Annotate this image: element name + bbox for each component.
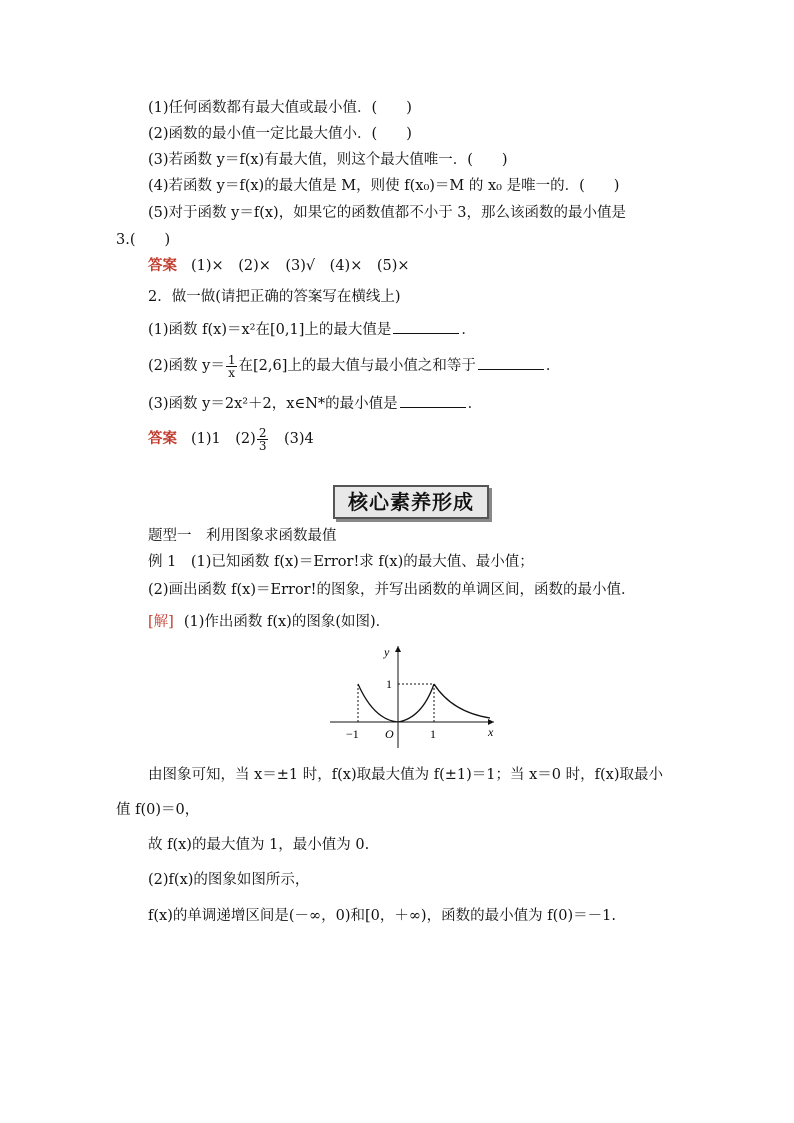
- practice-item-2-text-b: 在[2,6]上的最大值与最小值之和等于: [238, 358, 476, 374]
- answer-label: 答案: [148, 257, 177, 274]
- practice-item-2-text: (2)函数 y＝: [148, 358, 225, 374]
- tick-neg-1: −1: [346, 727, 359, 741]
- answer-line-2: [148, 425, 314, 453]
- practice-item-3-text: (3)函数 y＝2x²＋2，x∈N*的最小值是: [148, 396, 398, 412]
- paragraph-2: 故 f(x)的最大值为 1，最小值为 0.: [148, 837, 370, 853]
- practice-heading: 2．做一做(请把正确的答案写在横线上): [148, 289, 401, 305]
- fraction-denominator: 3: [258, 438, 267, 453]
- fraction-numerator: 2: [258, 425, 267, 440]
- practice-item-1-text: (1)函数 f(x)＝x²在[0,1]上的最大值是: [148, 322, 392, 338]
- paragraph-3: (2)f(x)的图象如图所示，: [148, 872, 310, 888]
- answer-blank: [393, 319, 459, 334]
- answer-blank: [478, 355, 544, 370]
- x-axis-label: x: [488, 725, 494, 739]
- solution-line-1: [148, 612, 390, 632]
- y-axis-label: y: [384, 645, 390, 659]
- origin-label: O: [385, 727, 394, 741]
- true-false-item-5: (5)对于函数 y＝f(x)，如果它的函数值都不小于 3，那么该函数的最小值是: [148, 205, 627, 221]
- true-false-item-3: (3)若函数 y＝f(x)有最大值，则这个最大值唯一．( ): [148, 152, 508, 168]
- fraction-denominator: x: [228, 365, 236, 380]
- answer-blank: [400, 393, 466, 408]
- example-line-1: 例 1 (1)已知函数 f(x)＝Error!求 f(x)的最大值、最小值；: [148, 554, 534, 570]
- tick-1: 1: [430, 727, 436, 741]
- curve-parabola: [358, 684, 434, 722]
- fraction-numerator: 1: [227, 352, 236, 367]
- practice-item-3: [148, 393, 482, 414]
- function-graph: [322, 640, 502, 752]
- solution-label: [解]: [148, 614, 174, 630]
- true-false-item-2: (2)函数的最小值一定比最大值小．( ): [148, 126, 412, 142]
- answer-label: 答案: [148, 430, 177, 447]
- practice-item-2-end: ．: [545, 358, 561, 374]
- practice-item-1: [148, 319, 476, 340]
- practice-item-2: [148, 352, 560, 380]
- solution-text: (1)作出函数 f(x)的图象(如图)．: [183, 614, 391, 630]
- fraction: [226, 354, 238, 379]
- paragraph-1: 由图象可知，当 x＝±1 时，f(x)取最大值为 f(±1)＝1；当 x＝0 时，f(x)取最小: [148, 767, 663, 783]
- answer-text-b: (3)4: [269, 431, 314, 447]
- true-false-item-5-cont: 3.( ): [116, 232, 171, 248]
- curve-reciprocal: [434, 684, 490, 718]
- section-title: 核心素养形成: [333, 485, 489, 519]
- type-heading: 题型一 利用图象求函数最值: [148, 528, 337, 544]
- example-line-2: (2)画出函数 f(x)＝Error!的图象，并写出函数的单调区间，函数的最小值．: [148, 582, 636, 598]
- paragraph-4: f(x)的单调递增区间是(－∞，0)和[0，＋∞)，函数的最小值为 f(0)＝－1.: [148, 908, 616, 924]
- fraction: [257, 427, 269, 452]
- y-tick-1: 1: [386, 677, 392, 691]
- answer-line-1: [148, 256, 410, 276]
- paragraph-1-cont: 值 f(0)＝0，: [116, 802, 200, 818]
- practice-item-1-end: ．: [461, 322, 476, 338]
- true-false-item-4: (4)若函数 y＝f(x)的最大值是 M，则使 f(x₀)＝M 的 x₀ 是唯一的．( ): [148, 178, 620, 194]
- true-false-item-1: (1)任何函数都有最大值或最小值．( ): [148, 100, 412, 116]
- answer-text-a: (1)1 (2): [191, 431, 256, 447]
- practice-item-3-end: ．: [467, 396, 483, 412]
- answer-text: (1)× (2)× (3)√ (4)× (5)×: [191, 258, 410, 274]
